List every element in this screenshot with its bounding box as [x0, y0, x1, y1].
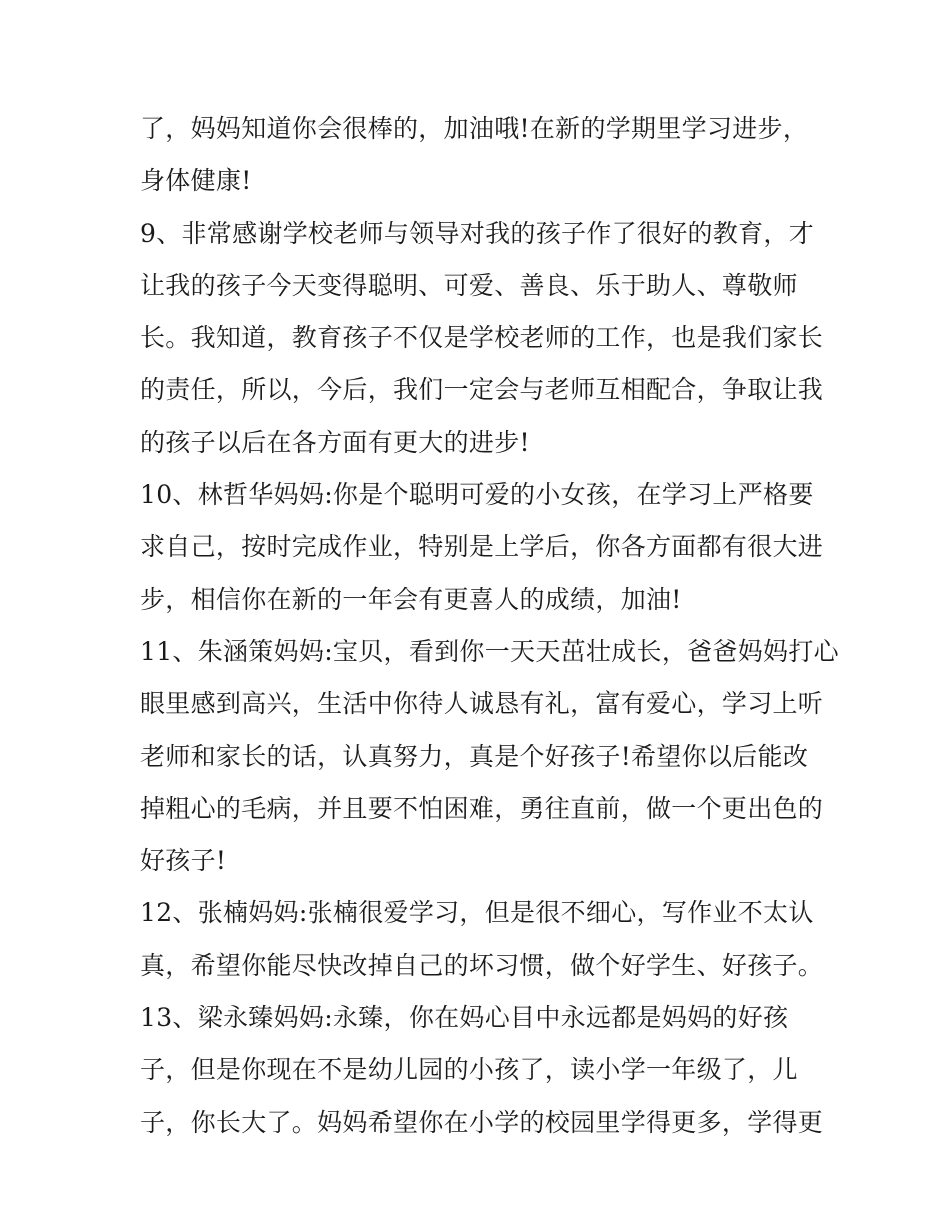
text-line: 12、张楠妈妈:张楠很爱学习，但是很不细心，写作业不太认	[140, 898, 814, 928]
text-line: 子，但是你现在不是幼儿园的小孩了，读小学一年级了，儿	[140, 1055, 798, 1085]
text-line: 子，你长大了。妈妈希望你在小学的校园里学得更多，学得更	[140, 1107, 824, 1137]
text-line: 9、非常感谢学校老师与领导对我的孩子作了很好的教育，才	[140, 218, 815, 248]
text-line: 眼里感到高兴，生活中你待人诚恳有礼，富有爱心，学习上听	[140, 689, 824, 719]
text-line: 的孩子以后在各方面有更大的进步!	[140, 427, 530, 457]
text-line: 的责任，所以，今后，我们一定会与老师互相配合，争取让我	[140, 375, 824, 405]
text-line: 老师和家长的话，认真努力，真是个好孩子!希望你以后能改	[140, 741, 809, 771]
text-line: 了，妈妈知道你会很棒的，加油哦!在新的学期里学习进步，	[140, 114, 809, 143]
text-line: 求自己，按时完成作业，特别是上学后，你各方面都有很大进	[140, 532, 824, 562]
document-body	[140, 103, 839, 1149]
text-line: 13、梁永臻妈妈:永臻，你在妈心目中永远都是妈妈的好孩	[140, 1003, 789, 1033]
text-line: 长。我知道，教育孩子不仅是学校老师的工作，也是我们家长	[140, 323, 824, 353]
text-line: 好孩子!	[140, 846, 227, 876]
text-line: 让我的孩子今天变得聪明、可爱、善良、乐于助人、尊敬师	[140, 270, 798, 300]
text-line: 掉粗心的毛病，并且要不怕困难，勇往直前，做一个更出色的	[140, 793, 824, 823]
text-line: 步，相信你在新的一年会有更喜人的成绩，加油!	[140, 584, 682, 614]
text-line: 10、林哲华妈妈:你是个聪明可爱的小女孩，在学习上严格要	[140, 480, 814, 510]
text-line: 11、朱涵策妈妈:宝贝，看到你一天天茁壮成长，爸爸妈妈打心	[140, 636, 839, 666]
text-line: 身体健康!	[140, 166, 252, 196]
text-line: 真，希望你能尽快改掉自己的坏习惯，做个好学生、好孩子。	[140, 950, 824, 980]
